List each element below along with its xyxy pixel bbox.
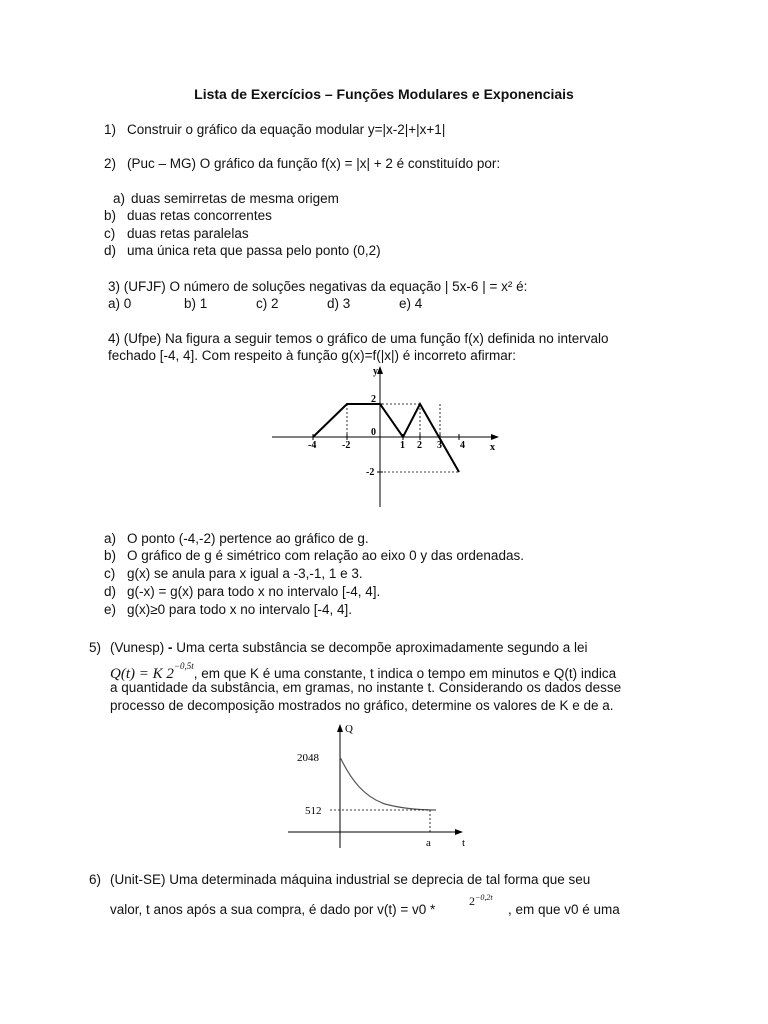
q4-option-a: O ponto (-4,-2) pertence ao gráfico de g. [127,531,369,546]
q4-x-tick-neg4: -4 [308,440,317,451]
q4-option-d-label: d) [104,584,117,599]
q3-option-d: d) 3 [327,296,351,311]
q5-line-4: processo de decomposição mostrados no gráfico, determine os valores de K e de a. [110,698,614,713]
q6-formula-base: 2 [469,894,475,908]
q4-x-tick-2: 2 [417,440,422,451]
q5-y-axis-label: Q [345,723,353,735]
q5-y-tick-512: 512 [305,805,322,817]
q2-option-c-label: c) [104,226,116,241]
q5-line-2-rest: , em que K é uma constante, t indica o tempo em minutos e Q(t) indica [193,666,617,681]
q5-line-1-rest: Uma certa substância se decompõe aproximadamente segundo a lei [172,640,588,655]
q4-y-axis-label: y [373,366,378,377]
q5-x-axis-label: t [462,837,466,849]
q2-option-c: duas retas paralelas [127,226,249,241]
q3-option-e: e) 4 [399,296,423,311]
q3-option-b: b) 1 [184,296,208,311]
q4-x-tick-1: 1 [400,440,405,451]
q5-x-axis-arrow [455,829,463,835]
q5-y-tick-2048: 2048 [297,752,319,764]
q5-decay-curve [340,757,436,810]
q6-formula-exponent: −0,2t [475,893,493,902]
q4-line-2: fechado [-4, 4]. Com respeito à função g(x)=f(|x|) é incorreto afirmar: [108,348,517,363]
q1-number: 1) [104,122,117,137]
q2-option-d: uma única reta que passa pelo ponto (0,2) [127,243,381,258]
q1-text: Construir o gráfico da equação modular y=|x-2|+|x+1| [127,122,446,137]
q6-formula [469,890,493,909]
q4-option-b-label: b) [104,548,117,563]
q2-option-a-label: a) [113,191,126,206]
q6-line-2-a: valor, t anos após a sua compra, é dado por v(t) = v0 * [110,902,436,917]
page-title: Lista de Exercícios – Funções Modulares e Exponenciais [194,86,574,102]
q5-x-tick-a: a [426,837,431,849]
q2-number: 2) [104,156,117,171]
q4-option-b: O gráfico de g é simétrico com relação ao eixo 0 y das ordenadas. [127,548,524,563]
q4-y-tick-neg2: -2 [366,467,375,478]
q2-option-a: duas semirretas de mesma origem [131,191,339,206]
q6-line-1: (Unit-SE) Uma determinada máquina industrial se deprecia de tal forma que seu [110,872,591,887]
q3-option-a: a) 0 [108,296,132,311]
q5-number: 5) [89,640,102,655]
q3-option-c: c) 2 [256,296,279,311]
q5-formula-lhs: Q(t) = K 2 [110,666,174,682]
q4-y-tick-0: 0 [371,427,376,438]
q4-line-1: 4) (Ufpe) Na figura a seguir temos o gráfico de uma função f(x) definida no intervalo [108,331,609,346]
q2-option-b-label: b) [104,208,117,223]
q4-x-tick-3: 3 [437,440,442,451]
q6-line-2-b: , em que v0 é uma [508,902,620,917]
q2-text: (Puc – MG) O gráfico da função f(x) = |x| + 2 é constituído por: [127,156,501,171]
q4-option-a-label: a) [104,531,117,546]
q5-line-3: a quantidade da substância, em gramas, no instante t. Considerando os dados desse [110,680,622,695]
q5-guide-lines [330,810,430,832]
q4-x-tick-neg2: -2 [342,440,351,451]
q4-option-d: g(-x) = g(x) para todo x no intervalo [-4, 4]. [127,584,381,599]
q4-y-tick-2: 2 [371,394,376,405]
q4-option-e: g(x)≥0 para todo x no intervalo [-4, 4]. [127,602,353,617]
q4-option-c-label: c) [104,566,116,581]
q5-formula-exponent: −0,5t [173,661,194,671]
q6-number: 6) [89,872,102,887]
q4-x-axis-label: x [490,442,495,453]
q4-option-c: g(x) se anula para x igual a -3,-1, 1 e 3. [127,566,363,581]
q4-option-e-label: e) [104,602,117,617]
q3-text: 3) (UFJF) O número de soluções negativas da equação | 5x-6 | = x² é: [108,279,528,294]
q5-source: (Vunesp) [110,640,165,655]
q5-y-axis-arrow [337,724,343,732]
q2-option-d-label: d) [104,243,117,258]
q4-x-tick-4: 4 [460,440,465,451]
q2-option-b: duas retas concorrentes [127,208,272,223]
q5-dash: - [168,640,173,655]
